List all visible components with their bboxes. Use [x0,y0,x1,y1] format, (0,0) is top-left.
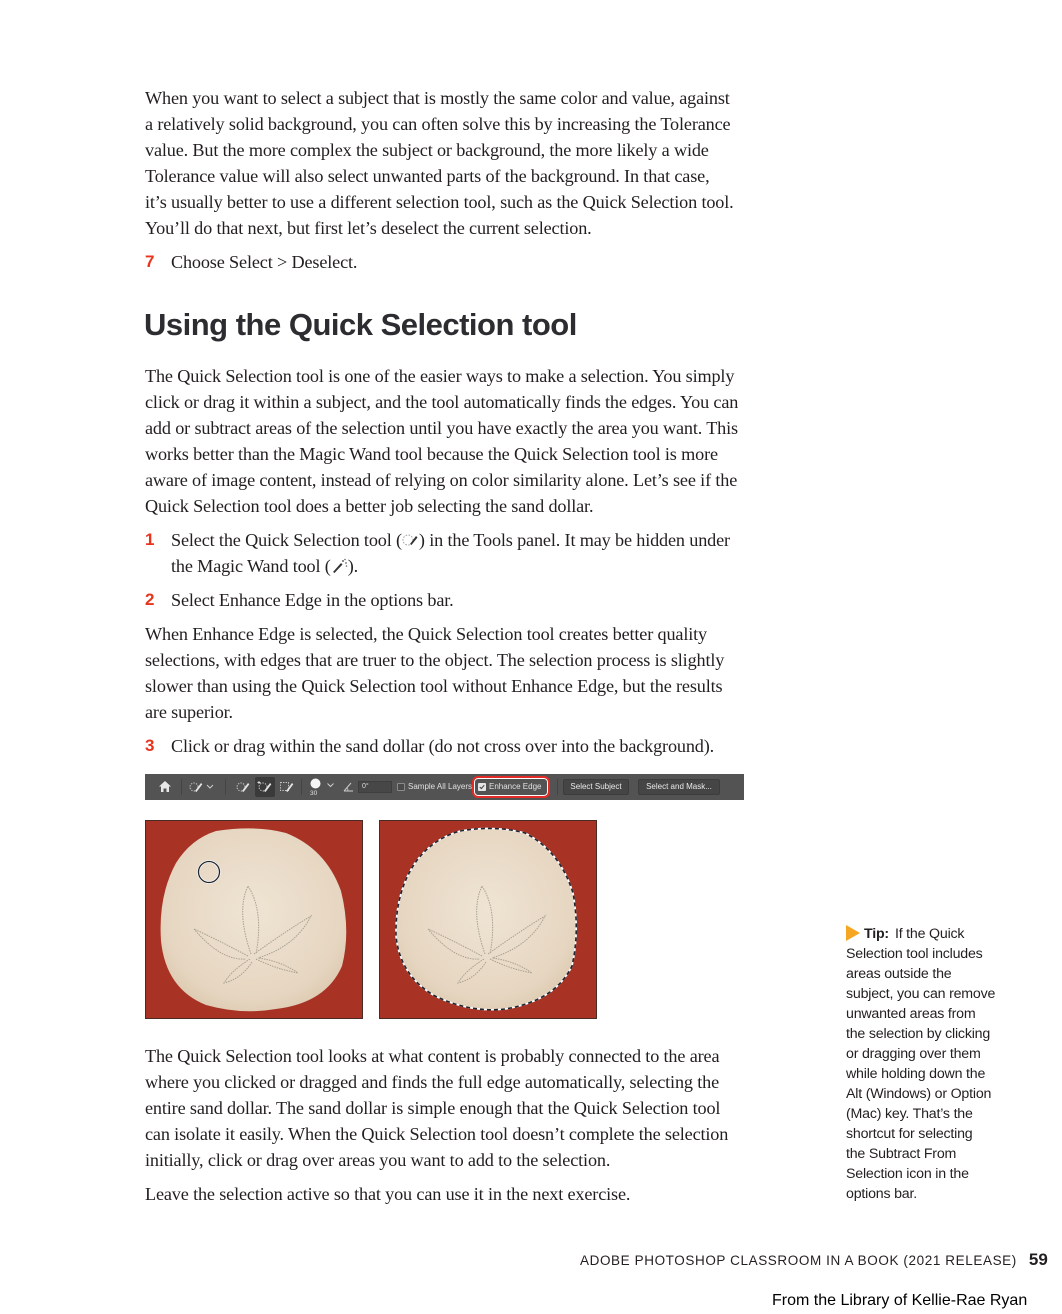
page-number: 59 [1028,1250,1048,1269]
tip-line: Selection icon in the [846,1166,969,1182]
step-number: 1 [145,530,155,549]
select-and-mask-button[interactable]: Select and Mask... [638,779,720,795]
step-number: 7 [145,252,155,271]
tip-line: Selection tool includes [846,946,983,962]
step-text-part: ) in the Tools panel. It may be hidden under [418,530,730,550]
step-text: Click or drag within the sand dollar (do not cross over into the background). [171,736,715,756]
text-line: When you want to select a subject that is mostly the same color and value, against [145,88,730,108]
tip-line: subject, you can remove [846,986,996,1002]
subtract-from-selection-icon[interactable] [279,780,295,794]
tip-sidebar [846,924,1016,1204]
step-text-part: the Magic Wand tool ( [171,556,331,576]
intro-paragraph [145,85,810,241]
text-line: selections, with edges that are truer to the object. The selection process is slightly [145,650,725,670]
text-line: You’ll do that next, but first let’s deselect the current selection. [145,218,592,238]
quick-selection-tool-icon [402,529,419,545]
tip-arrow-icon [846,925,860,941]
brush-size-label: 30 [310,790,318,797]
tip-line: while holding down the [846,1066,986,1082]
text-line: slower than using the Quick Selection tool without Enhance Edge, but the results [145,676,723,696]
angle-icon [343,781,354,792]
text-line: initially, click or drag over areas you want to add to the selection. [145,1150,611,1170]
tip-line: Alt (Windows) or Option [846,1086,992,1102]
book-title: ADOBE PHOTOSHOP CLASSROOM IN A BOOK (2021 RELEASE) [580,1253,1017,1268]
sample-all-layers-checkbox[interactable] [397,783,405,791]
home-icon[interactable] [158,780,172,793]
tip-line: the Subtract From [846,1146,957,1162]
tip-label: Tip: [864,926,889,942]
step-text-part: ). [347,556,359,576]
text-line: aware of image content, instead of relying on color similarity alone. Let’s see if the [145,470,738,490]
library-watermark: From the Library of Kellie-Rae Ryan [772,1292,1028,1309]
sand-dollar-before-image [145,820,363,1019]
enhance-edge-checkbox[interactable] [478,783,486,791]
step-number: 2 [145,590,155,609]
magic-wand-tool-icon [331,555,348,571]
step-7 [145,249,810,275]
step-text [171,527,810,579]
text-line: The Quick Selection tool is one of the easier ways to make a selection. You simply [145,366,735,386]
text-line: add or subtract areas of the selection until you have exactly the area you want. This [145,418,738,438]
closing-paragraph [145,1043,810,1173]
section-paragraph [145,363,810,519]
text-line: entire sand dollar. The sand dollar is simple enough that the Quick Selection tool [145,1098,721,1118]
step-1 [145,527,810,579]
tip-line: If the Quick [894,926,965,942]
text-line: works better than the Magic Wand tool because the Quick Selection tool is more [145,444,718,464]
text-line: value. But the more complex the subject or background, the more likely a wide [145,140,709,160]
step-2 [145,587,810,613]
step-number: 3 [145,736,155,755]
text-line: it’s usually better to use a different selection tool, such as the Quick Selection tool. [145,192,734,212]
options-bar [145,774,744,800]
tip-line: unwanted areas from [846,1006,976,1022]
text-line: When Enhance Edge is selected, the Quick Selection tool creates better quality [145,624,707,644]
tip-line: (Mac) key. That’s the [846,1106,973,1122]
tool-preset-picker-icon[interactable] [189,780,215,794]
chevron-down-icon[interactable] [327,783,334,788]
text-line: a relatively solid background, you can often solve this by increasing the Tolerance [145,114,731,134]
sample-all-layers-label[interactable]: Sample All Layers [408,782,473,791]
enhance-edge-paragraph [145,621,810,725]
divider [301,779,302,795]
step-3 [145,733,810,759]
select-subject-button[interactable]: Select Subject [563,779,629,795]
tip-line: or dragging over them [846,1046,981,1062]
page-footer [580,1250,1048,1270]
tip-line: areas outside the [846,966,952,982]
add-to-selection-icon[interactable] [255,777,275,797]
brush-preview-icon[interactable] [309,777,321,789]
tip-line: shortcut for selecting [846,1126,973,1142]
final-paragraph: Leave the selection active so that you can use it in the next exercise. [145,1184,631,1204]
step-text: Select Enhance Edge in the options bar. [171,590,454,610]
angle-input[interactable]: 0° [358,781,392,793]
text-line: click or drag it within a subject, and the tool automatically finds the edges. You can [145,392,739,412]
text-line: are superior. [145,702,233,722]
enhance-edge-label[interactable]: Enhance Edge [489,782,542,791]
text-line: The Quick Selection tool looks at what content is probably connected to the area [145,1046,720,1066]
divider [557,779,558,795]
tip-line: options bar. [846,1186,917,1202]
section-heading: Using the Quick Selection tool [144,307,577,342]
sand-dollar-selected-image [379,820,597,1019]
new-selection-icon[interactable] [235,780,251,794]
divider [181,779,182,795]
divider [225,779,226,795]
step-text-part: Select the Quick Selection tool ( [171,530,402,550]
text-line: Quick Selection tool does a better job selecting the sand dollar. [145,496,594,516]
tip-line: the selection by clicking [846,1026,991,1042]
text-line: Tolerance value will also select unwanted parts of the background. In that case, [145,166,710,186]
text-line: can isolate it easily. When the Quick Selection tool doesn’t complete the selection [145,1124,729,1144]
text-line: where you clicked or dragged and finds the full edge automatically, selecting the [145,1072,720,1092]
step-text: Choose Select > Deselect. [171,252,358,272]
